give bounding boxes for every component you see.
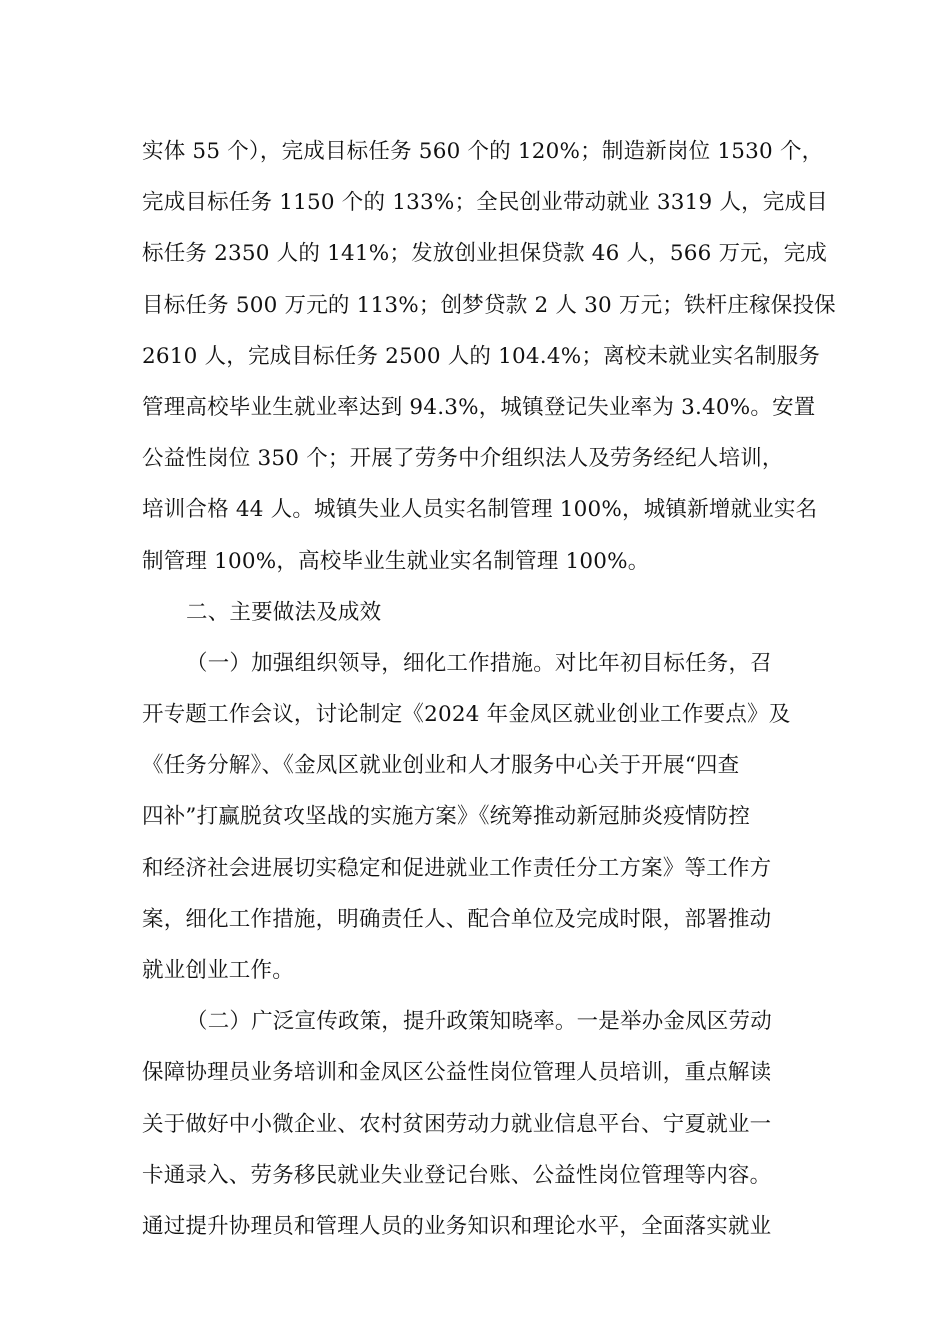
paragraph-line: 案，细化工作措施，明确责任人、配合单位及完成时限，部署推动 <box>142 906 772 932</box>
paragraph-line: 制管理 100%，高校毕业生就业实名制管理 100%。 <box>142 548 650 574</box>
document-page <box>142 126 836 1252</box>
paragraph-line: 卡通录入、劳务移民就业失业登记台账、公益性岗位管理等内容。 <box>142 1162 772 1188</box>
paragraph-line: 开专题工作会议，讨论制定《2024 年金凤区就业创业工作要点》及 <box>142 702 791 728</box>
paragraph-line: 目标任务 500 万元的 113%；创梦贷款 2 人 30 万元；铁杆庄稼保投保 <box>142 292 836 318</box>
paragraph-line: 2610 人，完成目标任务 2500 人的 104.4%；离校未就业实名制服务 <box>142 343 821 369</box>
paragraph-line: 公益性岗位 350 个；开展了劳务中介组织法人及劳务经纪人培训， <box>142 446 784 472</box>
paragraph-line: 保障协理员业务培训和金凤区公益性岗位管理人员培训，重点解读 <box>142 1060 772 1086</box>
paragraph-line: 标任务 2350 人的 141%；发放创业担保贷款 46 人，566 万元，完成 <box>142 241 828 267</box>
paragraph-line: 培训合格 44 人。城镇失业人员实名制管理 100%，城镇新增就业实名 <box>142 497 818 523</box>
paragraph-line: 四补”打赢脱贫攻坚战的实施方案》《统筹推动新冠肺炎疫情防控 <box>142 804 751 830</box>
paragraph-line: 《任务分解》、《金凤区就业创业和人才服务中心关于开展“四查 <box>142 753 740 779</box>
section-heading: 二、主要做法及成效 <box>186 599 382 625</box>
paragraph-line: 实体 55 个），完成目标任务 560 个的 120%；制造新岗位 1530 个， <box>142 139 824 164</box>
paragraph-line: 关于做好中小微企业、农村贫困劳动力就业信息平台、宁夏就业一 <box>142 1111 772 1137</box>
paragraph-line: （二）广泛宣传政策，提升政策知晓率。一是举办金凤区劳动 <box>186 1009 772 1035</box>
paragraph-line: （一）加强组织领导，细化工作措施。对比年初目标任务，召 <box>186 650 772 676</box>
paragraph-line: 完成目标任务 1150 个的 133%；全民创业带动就业 3319 人，完成目 <box>142 190 828 216</box>
paragraph-line: 管理高校毕业生就业率达到 94.3%，城镇登记失业率为 3.40%。安置 <box>142 394 816 420</box>
paragraph-line: 通过提升协理员和管理人员的业务知识和理论水平，全面落实就业 <box>142 1213 772 1239</box>
paragraph-line: 就业创业工作。 <box>142 958 294 983</box>
paragraph-line: 和经济社会进展切实稳定和促进就业工作责任分工方案》等工作方 <box>142 855 772 881</box>
